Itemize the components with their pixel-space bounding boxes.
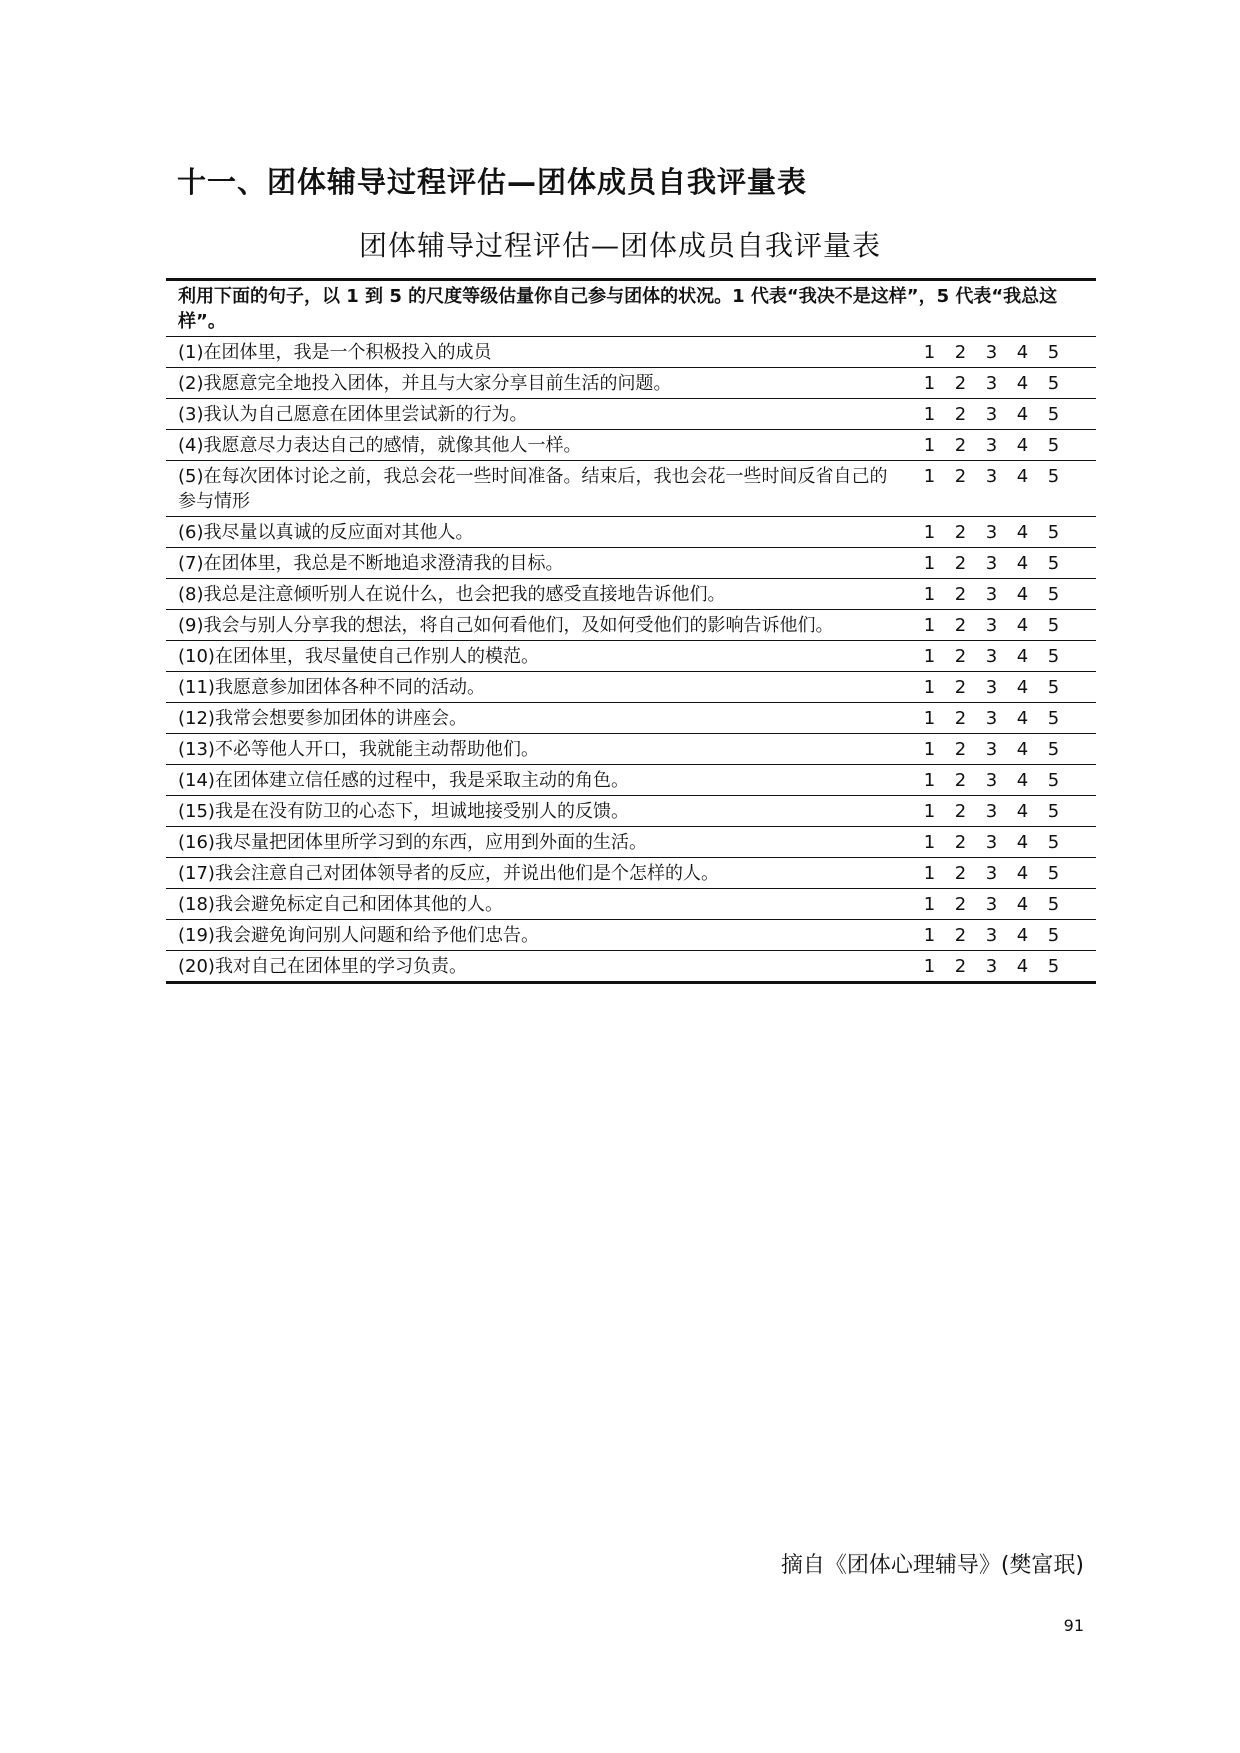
table-row (166, 579, 1096, 610)
table-row (166, 461, 1096, 517)
rating-option: 5 (1047, 373, 1060, 394)
form-title: 团体辅导过程评估—团体成员自我评量表 (358, 229, 881, 262)
rating-options (902, 920, 1096, 951)
rating-option: 4 (1016, 956, 1029, 977)
table-row (166, 430, 1096, 461)
rating-option: 3 (985, 739, 998, 760)
rating-option: 4 (1016, 342, 1029, 363)
rating-option: 2 (954, 677, 967, 698)
rating-option: 1 (923, 708, 936, 729)
item-text: (18)我会避免标定自己和团体其他的人。 (166, 889, 902, 920)
rating-option: 1 (923, 342, 936, 363)
rating-option: 3 (985, 832, 998, 853)
rating-option: 3 (985, 646, 998, 667)
rating-option: 4 (1016, 801, 1029, 822)
rating-option: 5 (1047, 342, 1060, 363)
rating-option: 4 (1016, 373, 1029, 394)
item-text: (3)我认为自己愿意在团体里尝试新的行为。 (166, 399, 902, 430)
rating-option: 1 (923, 894, 936, 915)
table-row (166, 858, 1096, 889)
rating-option: 5 (1047, 553, 1060, 574)
rating-option: 5 (1047, 466, 1060, 487)
instruction-row (166, 280, 1096, 337)
rating-option: 5 (1047, 770, 1060, 791)
rating-option: 3 (985, 770, 998, 791)
rating-option: 1 (923, 435, 936, 456)
rating-option: 1 (923, 956, 936, 977)
rating-option: 3 (985, 925, 998, 946)
rating-option: 5 (1047, 956, 1060, 977)
item-text: (9)我会与别人分享我的想法，将自己如何看他们，及如何受他们的影响告诉他们。 (166, 610, 902, 641)
item-text: (13)不必等他人开口，我就能主动帮助他们。 (166, 734, 902, 765)
table-row (166, 399, 1096, 430)
table-row (166, 517, 1096, 548)
table-row (166, 734, 1096, 765)
table-row (166, 672, 1096, 703)
item-text: (6)我尽量以真诚的反应面对其他人。 (166, 517, 902, 548)
rating-option: 4 (1016, 553, 1029, 574)
rating-option: 3 (985, 466, 998, 487)
rating-option: 5 (1047, 863, 1060, 884)
rating-option: 2 (954, 863, 967, 884)
rating-option: 4 (1016, 435, 1029, 456)
item-text: (15)我是在没有防卫的心态下，坦诚地接受别人的反馈。 (166, 796, 902, 827)
rating-option: 1 (923, 553, 936, 574)
rating-option: 2 (954, 404, 967, 425)
rating-options (902, 579, 1096, 610)
rating-options (902, 889, 1096, 920)
rating-option: 3 (985, 894, 998, 915)
rating-options (902, 368, 1096, 399)
rating-option: 5 (1047, 615, 1060, 636)
rating-option: 1 (923, 770, 936, 791)
table-row (166, 641, 1096, 672)
item-text: (2)我愿意完全地投入团体，并且与大家分享目前生活的问题。 (166, 368, 902, 399)
item-text: (12)我常会想要参加团体的讲座会。 (166, 703, 902, 734)
rating-option: 5 (1047, 801, 1060, 822)
table-row (166, 337, 1096, 368)
rating-option: 1 (923, 522, 936, 543)
item-text: (17)我会注意自己对团体领导者的反应，并说出他们是个怎样的人。 (166, 858, 902, 889)
rating-option: 3 (985, 615, 998, 636)
rating-options (902, 399, 1096, 430)
rating-option: 1 (923, 863, 936, 884)
rating-option: 3 (985, 801, 998, 822)
table-row (166, 703, 1096, 734)
rating-option: 5 (1047, 646, 1060, 667)
rating-option: 2 (954, 801, 967, 822)
section-heading: 十一、团体辅导过程评估—团体成员自我评量表 (177, 165, 808, 199)
rating-option: 2 (954, 925, 967, 946)
rating-option: 3 (985, 863, 998, 884)
item-text: (16)我尽量把团体里所学习到的东西，应用到外面的生活。 (166, 827, 902, 858)
rating-option: 3 (985, 677, 998, 698)
rating-options (902, 796, 1096, 827)
rating-option: 3 (985, 956, 998, 977)
rating-option: 3 (985, 404, 998, 425)
rating-option: 2 (954, 584, 967, 605)
rating-option: 1 (923, 466, 936, 487)
rating-options (902, 337, 1096, 368)
rating-option: 3 (985, 522, 998, 543)
rating-options (902, 517, 1096, 548)
rating-options (902, 461, 1096, 517)
rating-option: 5 (1047, 522, 1060, 543)
rating-options (902, 827, 1096, 858)
item-text: (7)在团体里，我总是不断地追求澄清我的目标。 (166, 548, 902, 579)
rating-option: 4 (1016, 925, 1029, 946)
rating-option: 3 (985, 373, 998, 394)
rating-option: 5 (1047, 404, 1060, 425)
rating-options (902, 703, 1096, 734)
instruction-text: 利用下面的句子，以 1 到 5 的尺度等级估量你自己参与团体的状况。1 代表“我决不是这样”，5 代表“我总这样”。 (166, 280, 1096, 337)
item-text: (11)我愿意参加团体各种不同的活动。 (166, 672, 902, 703)
rating-option: 1 (923, 925, 936, 946)
rating-options (902, 858, 1096, 889)
rating-option: 4 (1016, 832, 1029, 853)
rating-option: 4 (1016, 894, 1029, 915)
rating-option: 3 (985, 708, 998, 729)
rating-option: 5 (1047, 584, 1060, 605)
table-row (166, 368, 1096, 399)
rating-option: 1 (923, 373, 936, 394)
rating-option: 1 (923, 832, 936, 853)
table-row (166, 765, 1096, 796)
rating-option: 2 (954, 553, 967, 574)
rating-option: 2 (954, 522, 967, 543)
rating-option: 2 (954, 646, 967, 667)
source-note: 摘自《团体心理辅导》(樊富珉) (780, 1553, 1084, 1578)
rating-option: 2 (954, 894, 967, 915)
rating-option: 4 (1016, 863, 1029, 884)
rating-option: 3 (985, 584, 998, 605)
rating-option: 2 (954, 832, 967, 853)
rating-option: 2 (954, 435, 967, 456)
table-row (166, 796, 1096, 827)
item-text: (5)在每次团体讨论之前，我总会花一些时间准备。结束后，我也会花一些时间反省自己的参与情形 (166, 461, 902, 517)
rating-option: 1 (923, 739, 936, 760)
rating-options (902, 430, 1096, 461)
rating-option: 5 (1047, 925, 1060, 946)
rating-option: 4 (1016, 615, 1029, 636)
rating-option: 4 (1016, 466, 1029, 487)
rating-option: 2 (954, 373, 967, 394)
rating-options (902, 548, 1096, 579)
rating-option: 1 (923, 677, 936, 698)
rating-option: 4 (1016, 584, 1029, 605)
rating-options (902, 734, 1096, 765)
rating-option: 5 (1047, 739, 1060, 760)
table-row (166, 548, 1096, 579)
rating-options (902, 951, 1096, 983)
rating-option: 3 (985, 435, 998, 456)
table-row (166, 610, 1096, 641)
rating-options (902, 672, 1096, 703)
item-text: (8)我总是注意倾听别人在说什么，也会把我的感受直接地告诉他们。 (166, 579, 902, 610)
rating-option: 2 (954, 956, 967, 977)
rating-option: 2 (954, 739, 967, 760)
rating-option: 3 (985, 342, 998, 363)
rating-option: 5 (1047, 708, 1060, 729)
rating-option: 1 (923, 646, 936, 667)
rating-option: 2 (954, 466, 967, 487)
rating-option: 1 (923, 584, 936, 605)
rating-options (902, 765, 1096, 796)
table-row (166, 827, 1096, 858)
page-number: 91 (1063, 1616, 1084, 1635)
rating-options (902, 641, 1096, 672)
rating-option: 1 (923, 801, 936, 822)
item-text: (19)我会避免询问别人问题和给予他们忠告。 (166, 920, 902, 951)
item-text: (20)我对自己在团体里的学习负责。 (178, 956, 467, 977)
self-rating-table (166, 278, 1096, 984)
rating-option: 5 (1047, 894, 1060, 915)
table-row (166, 889, 1096, 920)
item-text: (14)在团体建立信任感的过程中，我是采取主动的角色。 (166, 765, 902, 796)
rating-option: 1 (923, 404, 936, 425)
rating-option: 4 (1016, 708, 1029, 729)
rating-option: 2 (954, 615, 967, 636)
rating-option: 5 (1047, 435, 1060, 456)
item-text: (4)我愿意尽力表达自己的感情，就像其他人一样。 (166, 430, 902, 461)
rating-option: 5 (1047, 677, 1060, 698)
rating-option: 4 (1016, 404, 1029, 425)
rating-option: 3 (985, 553, 998, 574)
rating-option: 1 (923, 615, 936, 636)
rating-options (902, 610, 1096, 641)
rating-option: 4 (1016, 646, 1029, 667)
table-row (166, 920, 1096, 951)
item-text: (10)在团体里，我尽量使自己作别人的模范。 (166, 641, 902, 672)
rating-option: 4 (1016, 739, 1029, 760)
rating-option: 2 (954, 770, 967, 791)
rating-option: 2 (954, 342, 967, 363)
item-text: (1)在团体里，我是一个积极投入的成员 (166, 337, 902, 368)
rating-option: 2 (954, 708, 967, 729)
rating-option: 4 (1016, 770, 1029, 791)
rating-option: 4 (1016, 677, 1029, 698)
table-row (166, 951, 1096, 983)
rating-option: 4 (1016, 522, 1029, 543)
rating-option: 5 (1047, 832, 1060, 853)
